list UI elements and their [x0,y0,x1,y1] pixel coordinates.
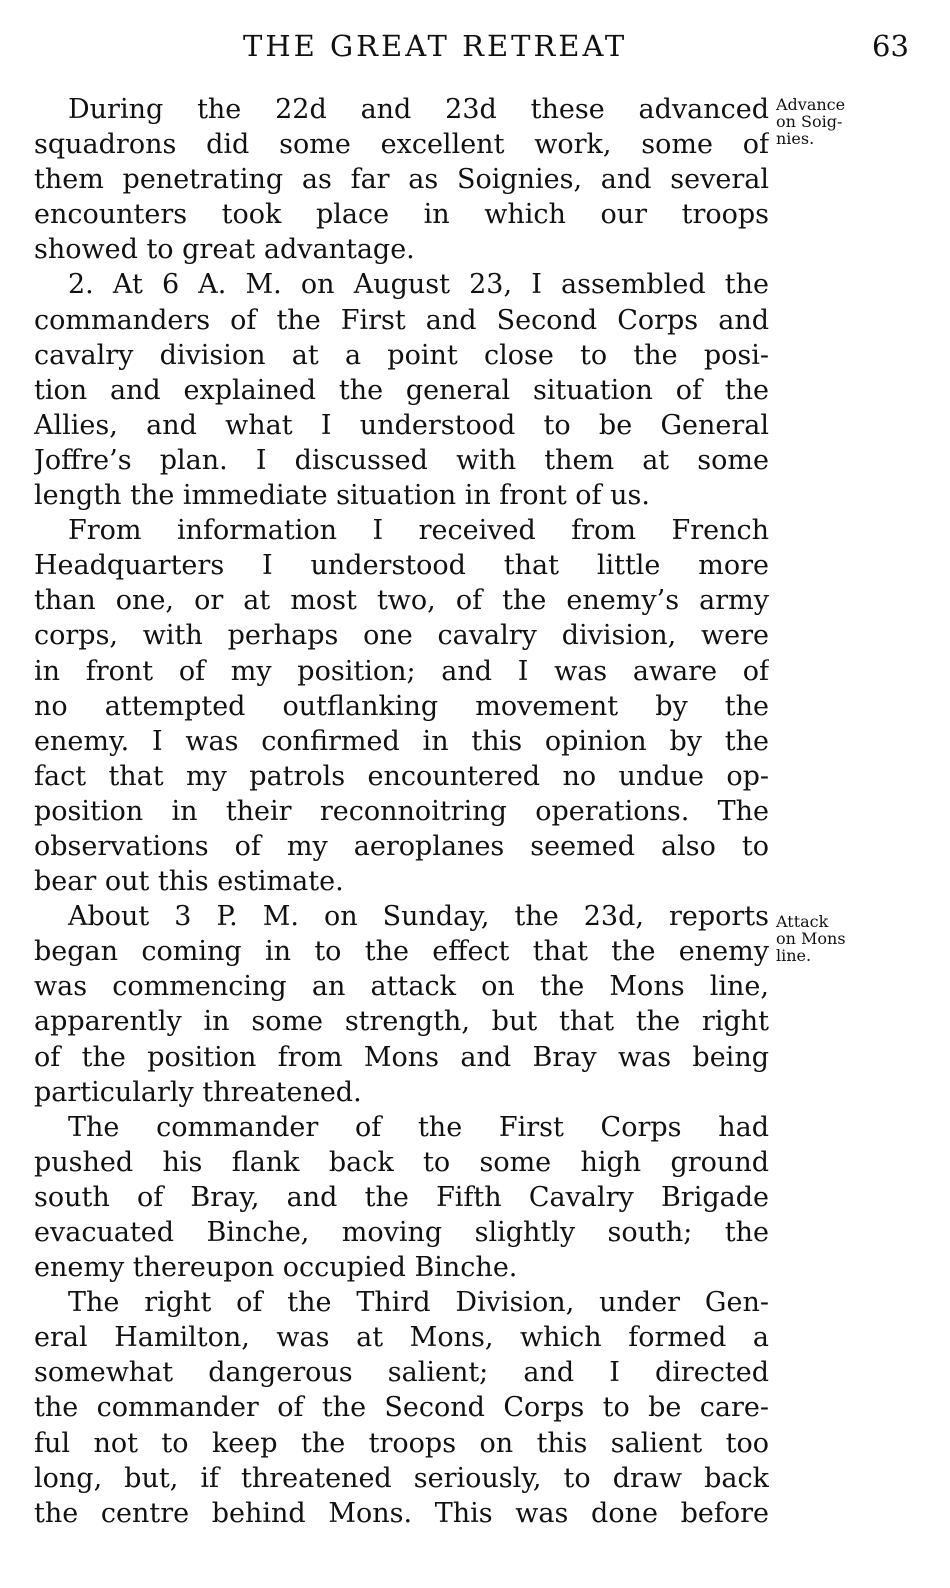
text-line: Headquarters I understood that little more [34,550,769,582]
text-line: From information I received from French [68,515,769,547]
sidenote-line: Advance [776,95,846,114]
text-line: pushed his flank back to some high ground [34,1146,769,1178]
text-line: encounters took place in which our troops [34,199,769,231]
text-line: ful not to keep the troops on this salient too [34,1427,769,1459]
text-line: showed to great advantage. [34,234,415,266]
text-line: long, but, if threatened seriously, to draw back [34,1462,769,1494]
text-line: was commencing an attack on the Mons line, [34,971,769,1003]
text-line: The right of the Third Division, under Gen- [68,1287,769,1319]
text-line: enemy. I was confirmed in this opinion by the [34,725,769,757]
text-line: observations of my aeroplanes seemed also to [34,830,769,862]
text-line: The commander of the First Corps had [68,1111,769,1143]
sidenote-line: on Mons [776,929,846,948]
text-line: no attempted outflanking movement by the [34,690,769,722]
running-title: THE GREAT RETREAT [243,29,628,63]
body-text [34,92,769,1531]
text-line: south of Bray, and the Fifth Cavalry Brigade [34,1181,769,1213]
text-line: During the 22d and 23d these advanced [68,94,769,125]
text-line: of the position from Mons and Bray was being [34,1041,769,1073]
text-line: corps, with perhaps one cavalry division, were [34,620,769,652]
text-line: the centre behind Mons. This was done before [34,1497,769,1529]
text-line: bear out this estimate. [34,866,344,898]
text-line: squadrons did some excellent work, some of [34,129,769,161]
sidenote-attack-on-mons-line [776,913,946,964]
text-line: than one, or at most two, of the enemy’s army [34,585,769,617]
text-line: evacuated Binche, moving slightly south; the [34,1217,769,1248]
text-line: tion and explained the general situation of the [34,374,769,406]
page-number: 63 [872,29,909,63]
sidenote-advance-on-soignies [776,96,946,147]
text-line: 2. At 6 A. M. on August 23, I assembled the [68,269,769,301]
sidenote-line: Attack [776,912,829,931]
sidenote-line: on Soig- [776,112,843,131]
text-line: position in their reconnoitring operations. The [34,795,769,827]
text-line: in front of my position; and I was aware of [34,655,769,687]
text-line: enemy thereupon occupied Binche. [34,1252,518,1284]
text-line: Allies, and what I understood to be General [34,409,769,441]
sidenote-line: line. [776,946,812,965]
text-line: somewhat dangerous salient; and I directed [34,1357,769,1389]
text-line: apparently in some strength, but that the right [34,1006,769,1038]
page-header [0,28,950,68]
text-line: length the immediate situation in front of us. [34,480,650,512]
text-line: particularly threatened. [34,1076,362,1108]
text-line: fact that my patrols encountered no undue op- [34,760,769,792]
sidenote-line: nies. [776,129,815,148]
text-line: them penetrating as far as Soignies, and several [34,164,769,196]
text-line: commanders of the First and Second Corps and [34,304,769,336]
text-line: the commander of the Second Corps to be care- [34,1392,769,1424]
text-line: About 3 P. M. on Sunday, the 23d, reports [68,901,769,933]
text-line: eral Hamilton, was at Mons, which formed a [34,1322,769,1354]
text-line: Joffre’s plan. I discussed with them at some [34,444,769,476]
text-line: cavalry division at a point close to the posi- [34,339,769,371]
text-line: began coming in to the effect that the enemy [34,936,769,968]
